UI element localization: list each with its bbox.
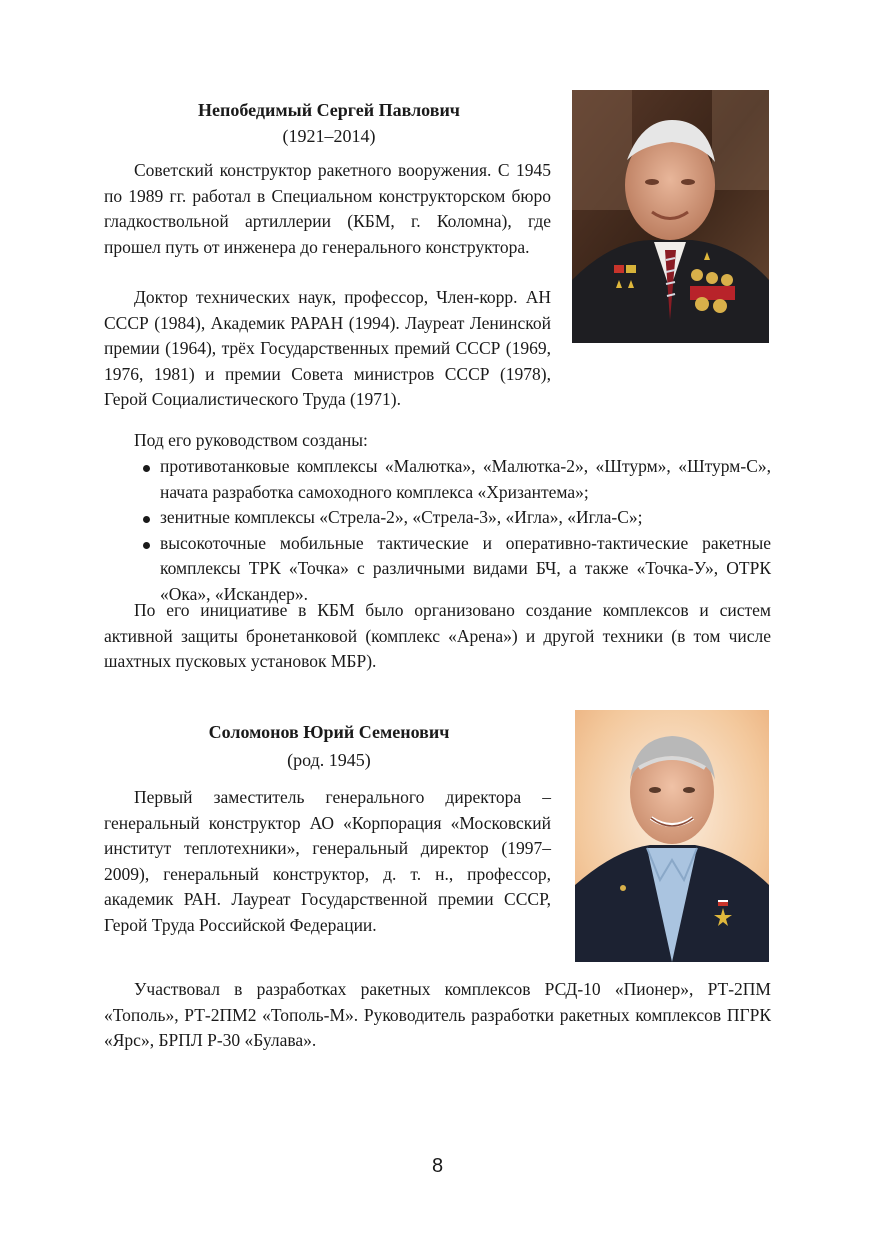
page-number: 8 — [431, 1155, 444, 1177]
list-item: зенитные комплексы «Стрела-2», «Стрела-3», «Игла», «Игла-С»; — [135, 505, 771, 531]
list-item: высокоточные мобильные тактические и оперативно-тактические ракетные комплексы ТРК «Точка» с различными видами БЧ, а также «Точка-У», ОТРК «Ока», «Искандер». — [135, 531, 771, 608]
paragraph-initiative: По его инициативе в КБМ было организовано создание комплексов и систем активной защиты бронетанковой (комплекс «Арена») и другой техники (в том числе шахтных пусковых установок МБР). — [104, 600, 771, 671]
portrait-solomonov — [575, 710, 769, 962]
paragraph-developments: Участвовал в разработках ракетных комплексов РСД-10 «Пионер», РТ-2ПМ «Тополь», РТ-2ПМ2 «Тополь-М». Руководитель разработки ракетных комплексов ПГРК «Ярс», БРПЛ Р-30 «Булава». — [104, 979, 771, 1050]
list-item: противотанковые комплексы «Малютка», «Малютка-2», «Штурм», «Штурм-С», начата разработка самоходного комплекса «Хризантема»; — [135, 454, 771, 505]
list-intro: Под его руководством созданы: — [134, 430, 368, 450]
person-dates-solomonov: (род. 1945) — [287, 750, 371, 770]
bullet-icon — [143, 516, 150, 523]
bullet-icon — [143, 465, 150, 472]
person-dates-nepobedimy: (1921–2014) — [282, 126, 376, 146]
paragraph-biography-2: Доктор технических наук, профессор, Член-корр. АН СССР (1984), Академик РАРАН (1994). Лауреат Ленинской премии (1964), трёх Государственных премий СССР (1969, 1976, 1981) и премии Совета министров СССР (1978), Герой Социалистического Труда (1971). — [104, 287, 551, 409]
paragraph-biography-3: Первый заместитель генерального директора – генеральный конструктор АО «Корпорация «Московский институт теплотехники», генеральный директор (1997–2009), генеральный конструктор, д. т. н., профессор, академик РАН. Лауреат Государственной премии СССР, Герой Труда Российской Федерации. — [104, 787, 551, 935]
paragraph-biography-1: Советский конструктор ракетного вооружения. С 1945 по 1989 гг. работал в Специальном конструкторском бюро гладкоствольной артиллерии (КБМ, г. Коломна), где прошел путь от инженера до генерального конструктора. — [104, 160, 551, 257]
person-name-nepobedimy: Непобедимый Сергей Павлович — [198, 100, 460, 120]
person-name-solomonov: Соломонов Юрий Семенович — [208, 722, 450, 742]
bullet-icon — [143, 542, 150, 549]
portrait-nepobedimy — [572, 90, 769, 343]
achievements-list — [135, 454, 771, 607]
